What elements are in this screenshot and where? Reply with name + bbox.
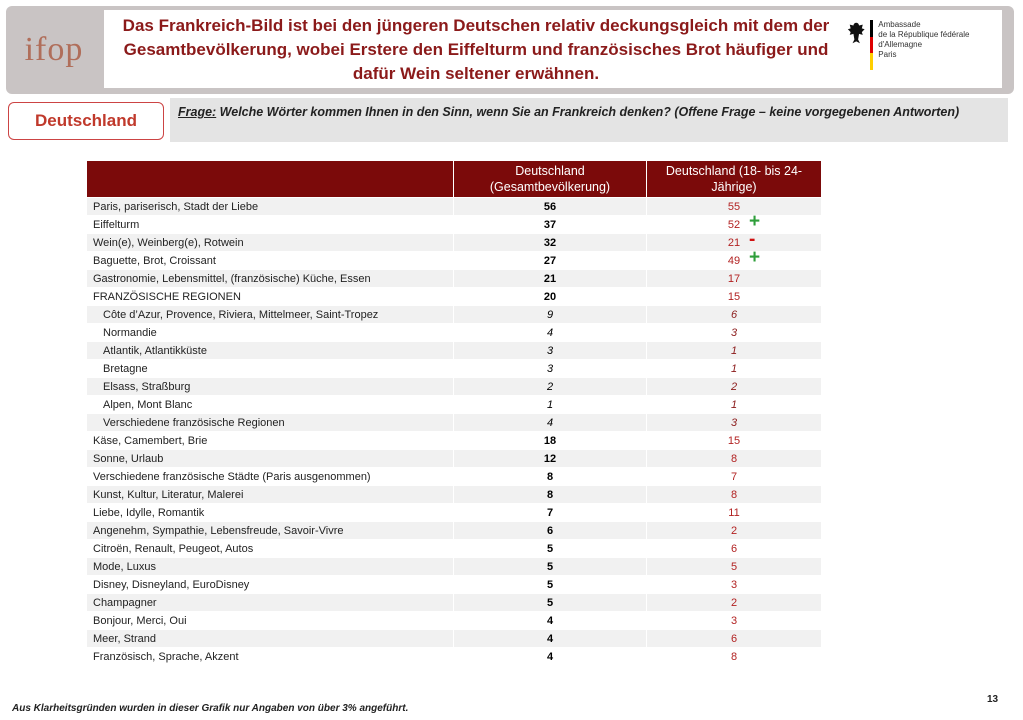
value-youth: 3 [730,578,738,591]
table-row [87,252,822,270]
row-label: Mode, Luxus [87,558,454,576]
value-youth-cell [647,360,822,378]
value-youth: 3 [730,326,738,339]
value-youth: 8 [730,650,738,663]
header-col-youth: Deutschland (18- bis 24-Jährige) [647,161,822,198]
value-youth-cell [647,630,822,648]
value-total: 6 [454,522,647,540]
row-label: Alpen, Mont Blanc [87,396,454,414]
row-label: Bonjour, Merci, Oui [87,612,454,630]
row-label: Citroën, Renault, Peugeot, Autos [87,540,454,558]
value-total: 7 [454,504,647,522]
table-row [87,216,822,234]
table-row [87,396,822,414]
value-youth: 15 [727,290,741,303]
value-youth: 21 [727,236,741,249]
row-label: Gastronomie, Lebensmittel, (französische) Küche, Essen [87,270,454,288]
value-youth-cell [647,288,822,306]
table-row [87,540,822,558]
value-youth-cell [647,522,822,540]
value-total: 8 [454,486,647,504]
value-youth-cell [647,486,822,504]
table-row [87,360,822,378]
value-youth-cell [647,211,822,234]
table-row [87,522,822,540]
german-flag-bar [870,20,873,70]
value-youth: 3 [730,416,738,429]
row-label: Normandie [87,324,454,342]
value-youth: 7 [730,470,738,483]
value-youth: 6 [730,542,738,555]
table-row [87,450,822,468]
table-row [87,270,822,288]
page-title: Das Frankreich-Bild ist bei den jüngeren Deutschen relativ deckungsgleich mit dem der Gesamtbevölkerung, wobei Erstere den Eiffelturm und französisches Brot häufiger und dafür Wein seltener erwähnen. [122,16,830,83]
value-youth-cell [647,648,822,666]
value-youth-cell [647,270,822,288]
value-youth-cell [647,576,822,594]
row-label: FRANZÖSISCHE REGIONEN [87,288,454,306]
embassy-line-3: Paris [878,50,897,59]
row-label: Champagner [87,594,454,612]
value-youth: 1 [730,362,738,375]
plus-marker-icon: + [749,211,761,232]
row-label: Côte d’Azur, Provence, Riviera, Mittelmeer, Saint-Tropez [87,306,454,324]
question-box [170,98,1008,142]
table-row [87,432,822,450]
value-total: 9 [454,306,647,324]
value-youth-cell [647,306,822,324]
value-youth-cell [647,247,822,270]
value-total: 3 [454,360,647,378]
row-label: Paris, pariserisch, Stadt der Liebe [87,198,454,216]
table-row [87,306,822,324]
value-youth-cell [647,342,822,360]
value-youth: 11 [728,506,740,519]
table-row [87,576,822,594]
question-label: Frage: [178,105,217,119]
page-number: 13 [987,694,999,705]
value-total: 3 [454,342,647,360]
country-label: Deutschland [8,102,164,140]
results-table [86,160,822,666]
row-label: Baguette, Brot, Croissant [87,252,454,270]
value-youth: 52 [727,218,741,231]
table-row [87,630,822,648]
row-label: Disney, Disneyland, EuroDisney [87,576,454,594]
value-youth: 1 [730,398,738,411]
table-row [87,378,822,396]
value-youth-cell [647,198,822,216]
value-youth-cell [647,450,822,468]
embassy-text [878,20,1006,60]
minus-marker-icon: - [749,229,756,250]
header-col-total: Deutschland (Gesamtbevölkerung) [454,161,647,198]
row-label: Verschiedene französische Städte (Paris ausgenommen) [87,468,454,486]
value-total: 4 [454,414,647,432]
value-total: 32 [454,234,647,252]
row-label: Bretagne [87,360,454,378]
embassy-line-2: de la République fédérale d'Allemagne [878,30,970,49]
value-total: 2 [454,378,647,396]
value-total: 12 [454,450,647,468]
embassy-logo [846,20,1006,70]
row-label: Wein(e), Weinberg(e), Rotwein [87,234,454,252]
table-row [87,342,822,360]
value-youth: 5 [730,560,738,573]
table-row [87,648,822,666]
value-youth: 3 [730,614,738,627]
value-total: 4 [454,630,647,648]
table-row [87,612,822,630]
header-label-column [87,161,454,198]
value-youth-cell [647,414,822,432]
value-total: 4 [454,612,647,630]
table-row [87,414,822,432]
value-total: 8 [454,468,647,486]
table-row [87,288,822,306]
value-youth-cell [647,540,822,558]
value-total: 37 [454,216,647,234]
value-youth: 1 [730,344,738,357]
table-row [87,468,822,486]
value-youth-cell [647,378,822,396]
value-total: 4 [454,648,647,666]
value-youth-cell [647,432,822,450]
plus-marker-icon: + [749,247,761,268]
row-label: Verschiedene französische Regionen [87,414,454,432]
row-label: Kunst, Kultur, Literatur, Malerei [87,486,454,504]
footnote: Aus Klarheitsgründen wurden in dieser Grafik nur Angaben von über 3% angeführt. [12,703,409,714]
value-youth-cell [647,324,822,342]
value-total: 4 [454,324,647,342]
value-total: 56 [454,198,647,216]
value-total: 5 [454,576,647,594]
value-youth-cell [647,229,822,252]
value-youth: 6 [730,308,738,321]
table-row [87,234,822,252]
value-youth: 17 [727,272,741,285]
table-header-row [87,161,822,198]
row-label: Liebe, Idylle, Romantik [87,504,454,522]
row-label: Eiffelturm [87,216,454,234]
value-youth-cell [647,612,822,630]
value-youth: 2 [730,380,738,393]
value-youth-cell [647,396,822,414]
row-label: Französisch, Sprache, Akzent [87,648,454,666]
table-row [87,504,822,522]
row-label: Käse, Camembert, Brie [87,432,454,450]
row-label: Sonne, Urlaub [87,450,454,468]
value-total: 20 [454,288,647,306]
value-youth-cell [647,558,822,576]
value-youth: 55 [727,200,741,213]
row-label: Angenehm, Sympathie, Lebensfreude, Savoir-Vivre [87,522,454,540]
value-youth-cell [647,504,822,522]
value-youth: 49 [727,254,741,267]
value-youth: 8 [730,488,738,501]
eagle-icon [846,20,866,46]
value-youth-cell [647,594,822,612]
embassy-line-1: Ambassade [878,20,921,29]
value-total: 5 [454,540,647,558]
row-label: Atlantik, Atlantikküste [87,342,454,360]
ifop-logo-text: ifop [24,30,84,68]
question-text [178,103,1000,121]
table-row [87,558,822,576]
value-youth-cell [647,468,822,486]
question-body: Welche Wörter kommen Ihnen in den Sinn, wenn Sie an Frankreich denken? (Offene Frage – keine vorgegebenen Antworten) [216,105,960,119]
value-total: 5 [454,594,647,612]
value-total: 5 [454,558,647,576]
table-row [87,198,822,216]
value-total: 1 [454,396,647,414]
value-youth: 15 [727,434,741,447]
ifop-logo [10,12,98,87]
value-youth: 8 [730,452,738,465]
value-total: 18 [454,432,647,450]
row-label: Elsass, Straßburg [87,378,454,396]
value-total: 21 [454,270,647,288]
table-row [87,594,822,612]
value-youth: 2 [730,524,738,537]
value-total: 27 [454,252,647,270]
value-youth: 6 [730,632,738,645]
table-row [87,486,822,504]
row-label: Meer, Strand [87,630,454,648]
table-row [87,324,822,342]
value-youth: 2 [730,596,738,609]
